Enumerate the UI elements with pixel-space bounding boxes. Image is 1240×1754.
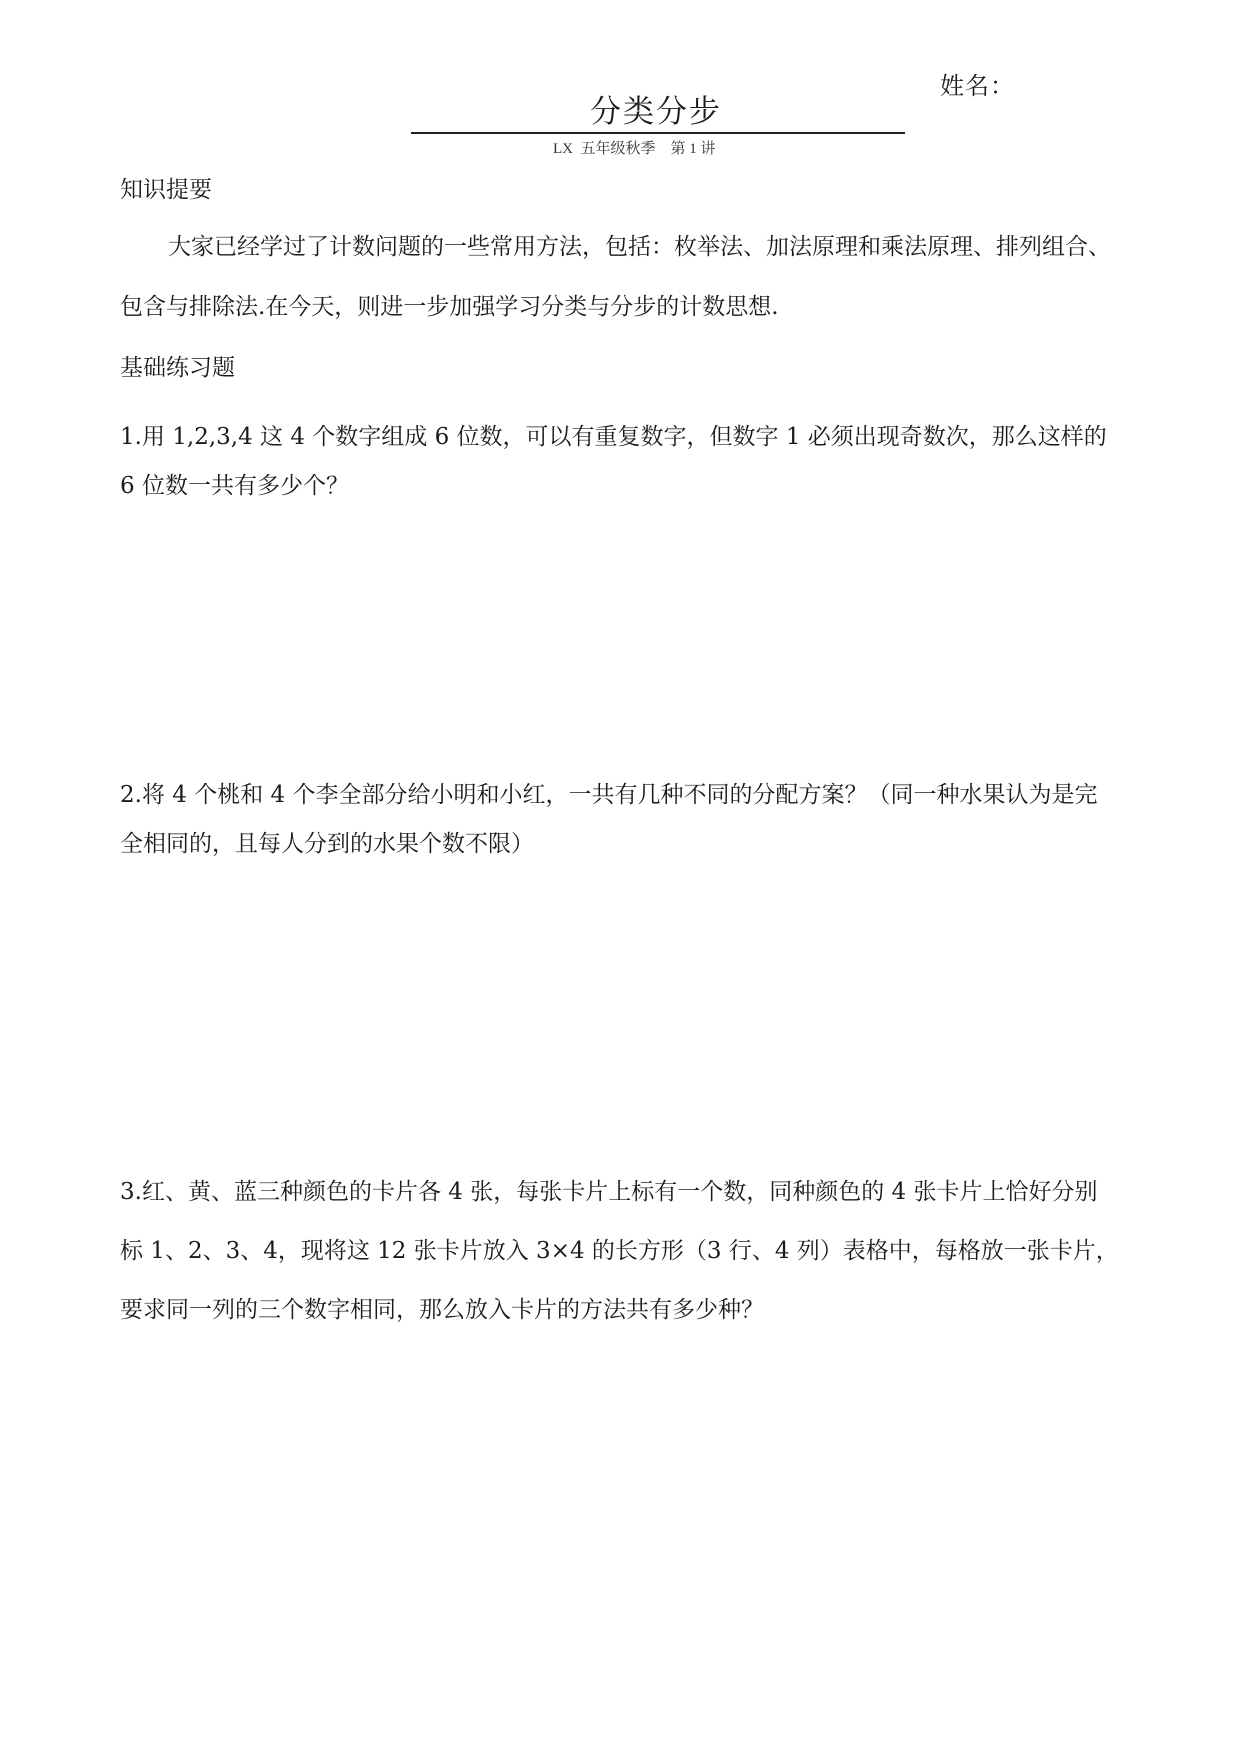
practice-heading: 基础练习题 bbox=[120, 355, 235, 381]
title-underline bbox=[411, 132, 905, 134]
question-1: 1.用 1,2,3,4 这 4 个数字组成 6 位数，可以有重复数字，但数字 1 必须出现奇数次，那么这样的 6 位数一共有多少个？ bbox=[120, 424, 1107, 499]
question-2: 2.将 4 个桃和 4 个李全部分给小明和小红，一共有几种不同的分配方案？（同一种水果认为是完全相同的，且每人分到的水果个数不限） bbox=[120, 782, 1098, 857]
question-3: 3.红、黄、蓝三种颜色的卡片各 4 张，每张卡片上标有一个数，同种颜色的 4 张卡片上恰好分别标 1、2、3、4，现将这 12 张卡片放入 3×4 的长方形（3 行、4 列）表格中，每格放一张卡片，要求同一列的三个数字相同，那么放入卡片的方法共有多少种？ bbox=[120, 1179, 1119, 1323]
student-name-label: 姓名： bbox=[940, 72, 1015, 100]
lesson-subtitle: LX 五年级秋季 第 1 讲 bbox=[553, 141, 716, 157]
page-title: 分类分步 bbox=[590, 94, 722, 130]
knowledge-paragraph: 大家已经学过了计数问题的一些常用方法，包括：枚举法、加法原理和乘法原理、排列组合、包含与排除法.在今天，则进一步加强学习分类与分步的计数思想. bbox=[120, 234, 1111, 320]
knowledge-heading: 知识提要 bbox=[120, 177, 212, 203]
